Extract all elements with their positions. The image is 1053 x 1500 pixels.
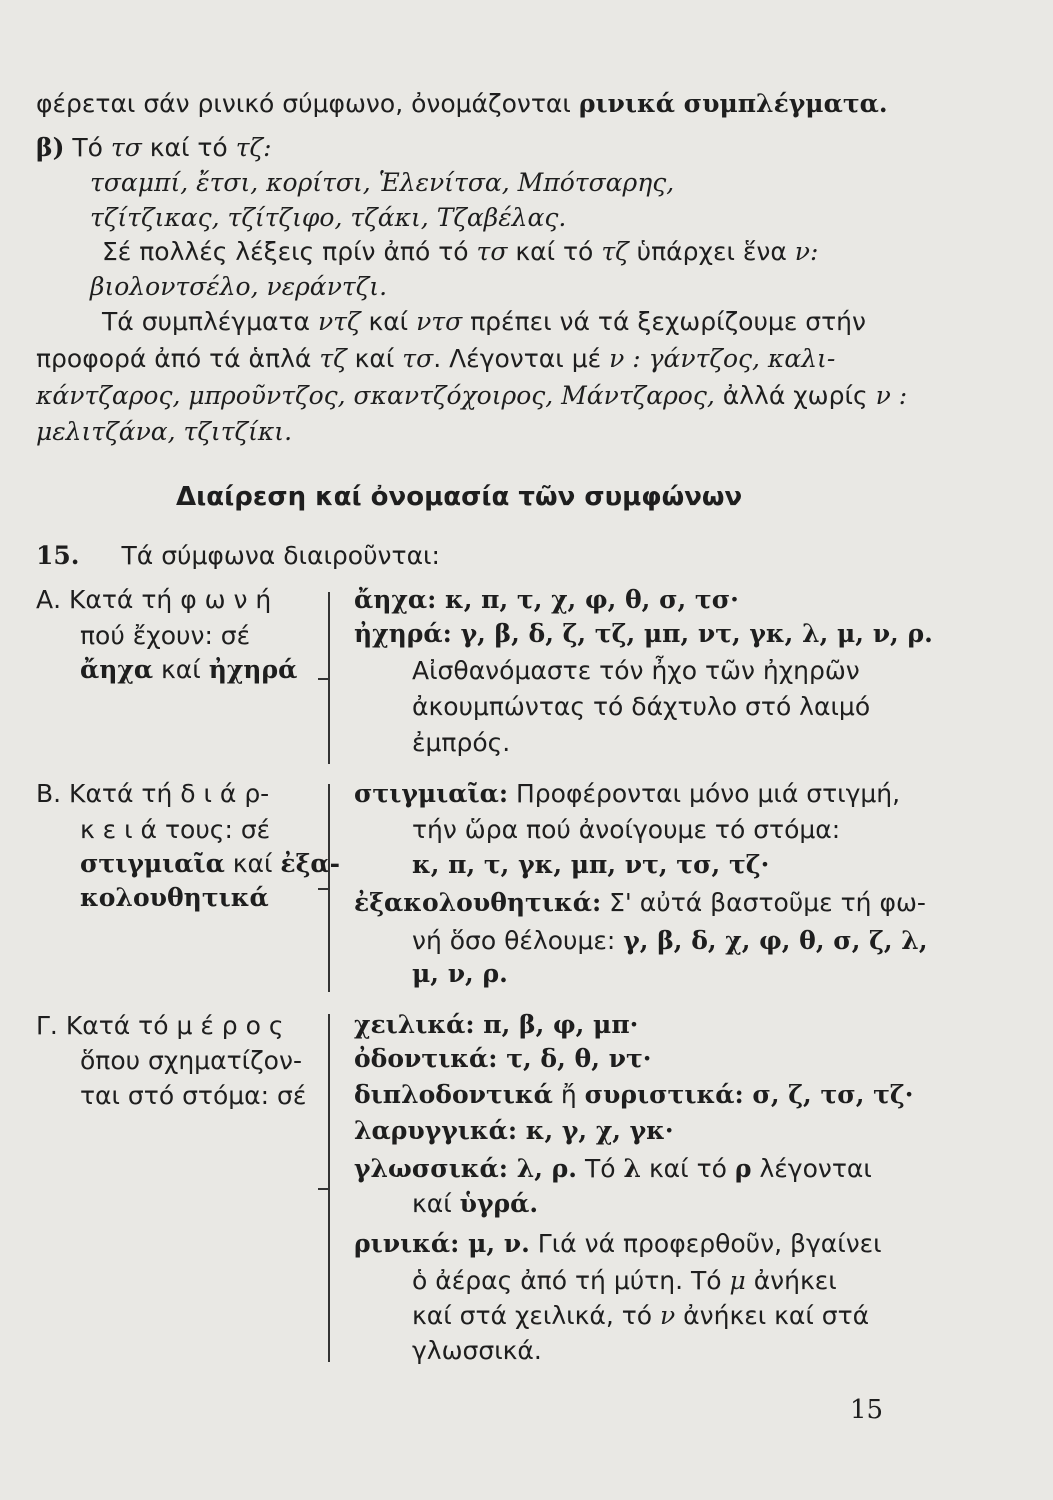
category-g-line: ὅπου σχηματίζον- (80, 1046, 302, 1075)
category-a-line: ἄηχα καί ἠχηρά (80, 655, 298, 684)
category-g-line: ται στό στόμα: σέ (80, 1081, 307, 1110)
category-g-note: γλωσσικά. (412, 1336, 542, 1365)
category-g-item: ρινικά: μ, ν. Γιά νά προφερθοῦν, βγαίνει (354, 1229, 882, 1258)
category-b-item: ἐξακολουθητικά: Σ' αὐτά βαστοῦμε τή φω- (354, 888, 926, 917)
paragraph-15: 15. Τά σύμφωνα διαιροῦνται: (36, 541, 440, 570)
text-line: προφορά ἀπό τά ἁπλά τζ καί τσ. Λέγονται μέ ν : γάντζος, καλι- (36, 344, 836, 373)
example-line: τσαμπί, ἔτσι, κορίτσι, Ἑλενίτσα, Μπότσαρης, (90, 168, 675, 197)
category-g-item: χειλικά: π, β, φ, μπ· (354, 1010, 639, 1039)
category-g-item: διπλοδοντικά ἤ συριστικά: σ, ζ, τσ, τζ· (354, 1080, 914, 1109)
category-g-note: καί στά χειλικά, τό ν ἀνήκει καί στά (412, 1301, 870, 1330)
category-b-line: κολουθητικά (80, 883, 269, 912)
section-heading: Διαίρεση καί ὀνομασία τῶν συμφώνων (176, 482, 743, 512)
category-b-note: τήν ὥρα πού ἀνοίγουμε τό στόμα: (412, 815, 841, 844)
category-b-line: κ ε ι ά τους: σέ (80, 815, 271, 844)
example-line: τζίτζικας, τζίτζιφο, τζάκι, Τζαβέλας. (90, 203, 567, 232)
category-b-line: στιγμιαῖα καί ἐξα- (80, 849, 341, 878)
category-a-note: ἀκουμπώντας τό δάχτυλο στό λαιμό (412, 692, 871, 721)
category-a-item: ἄηχα: κ, π, τ, χ, φ, θ, σ, τσ· (354, 585, 739, 614)
section-beta-line: β) Τό τσ καί τό τζ: (36, 133, 272, 162)
text-line: κάντζαρος, μπροῦντζος, σκαντζόχοιρος, Μάντζαρος, ἀλλά χωρίς ν : (36, 381, 908, 410)
category-b-note: νή ὅσο θέλουμε: γ, β, δ, χ, φ, θ, σ, ζ, λ, (412, 926, 928, 955)
category-a-line: πού ἔχουν: σέ (80, 621, 251, 650)
example-line: μελιτζάνα, τζιτζίκι. (36, 417, 293, 446)
category-a-line: Α. Κατά τή φ ω ν ή (36, 585, 272, 614)
text-line: Σέ πολλές λέξεις πρίν ἀπό τό τσ καί τό τζ ὑπάρχει ἕνα ν: (102, 237, 819, 266)
brace (328, 1014, 342, 1362)
category-g-note: καί ὑγρά. (412, 1189, 539, 1218)
category-g-line: Γ. Κατά τό μ έ ρ ο ς (36, 1011, 284, 1040)
category-g-item: γλωσσικά: λ, ρ. Τό λ καί τό ρ λέγονται (354, 1154, 872, 1183)
text-line: φέρεται σάν ρινικό σύμφωνο, ὀνομάζονται ρινικά συμπλέγματα. (36, 89, 888, 118)
category-b-line: Β. Κατά τή δ ι ά ρ- (36, 779, 270, 808)
text-line: Τά συμπλέγματα ντζ καί ντσ πρέπει νά τά ξεχωρίζουμε στήν (102, 307, 866, 336)
brace (328, 784, 342, 992)
category-a-item: ἠχηρά: γ, β, δ, ζ, τζ, μπ, ντ, γκ, λ, μ, ν, ρ. (354, 619, 933, 648)
category-g-item: ὀδοντικά: τ, δ, θ, ντ· (354, 1044, 652, 1073)
category-a-note: ἐμπρός. (412, 728, 511, 757)
category-b-note: μ, ν, ρ. (412, 959, 508, 988)
category-g-item: λαρυγγικά: κ, γ, χ, γκ· (354, 1116, 674, 1145)
category-g-note: ὁ ἀέρας ἀπό τή μύτη. Τό μ ἀνήκει (412, 1266, 837, 1295)
category-a-note: Αἰσθανόμαστε τόν ἦχο τῶν ἠχηρῶν (412, 656, 860, 685)
example-line: βιολοντσέλο, νεράντζι. (90, 272, 388, 301)
brace (328, 592, 342, 764)
category-b-item: στιγμιαῖα: Προφέρονται μόνο μιά στιγμή, (354, 779, 901, 808)
page-number: 15 (850, 1395, 884, 1425)
category-b-note: κ, π, τ, γκ, μπ, ντ, τσ, τζ· (412, 850, 770, 879)
